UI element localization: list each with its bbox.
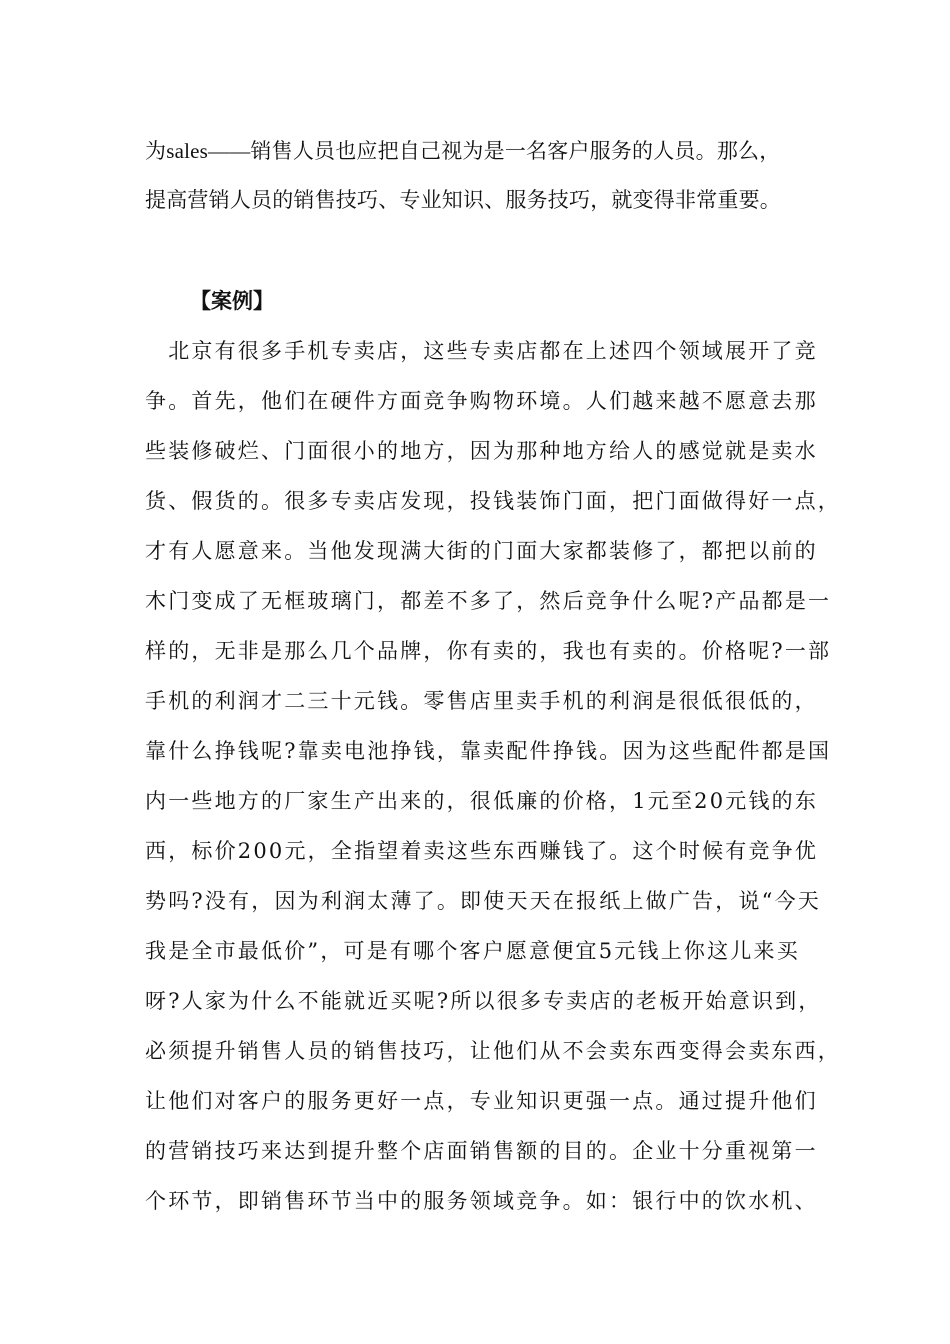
- case-line: 些装修破烂、门面很小的地方，因为那种地方给人的感觉就是卖水: [145, 439, 818, 463]
- case-line: 才有人愿意来。当他发现满大街的门面大家都装修了，都把以前的: [145, 539, 818, 563]
- case-line: 木门变成了无框玻璃门，都差不多了，然后竞争什么呢?产品都是一: [145, 589, 832, 613]
- case-line: 让他们对客户的服务更好一点，专业知识更强一点。通过提升他们: [145, 1089, 818, 1113]
- case-line: 内一些地方的厂家生产出来的，很低廉的价格，1元至20元钱的东: [145, 789, 819, 813]
- case-line: 势吗?没有，因为利润太薄了。即使天天在报纸上做广告，说“今天: [145, 889, 821, 913]
- case-line: 手机的利润才二三十元钱。零售店里卖手机的利润是很低很低的，: [145, 689, 818, 713]
- case-line: 必须提升销售人员的销售技巧，让他们从不会卖东西变得会卖东西，: [145, 1039, 841, 1063]
- case-line: 样的，无非是那么几个品牌，你有卖的，我也有卖的。价格呢?一部: [145, 639, 832, 663]
- case-line: 北京有很多手机专卖店，这些专卖店都在上述四个领域展开了竞: [145, 339, 818, 363]
- case-line: 的营销技巧来达到提升整个店面销售额的目的。企业十分重视第一: [145, 1139, 818, 1163]
- case-line: 货、假货的。很多专卖店发现，投钱装饰门面，把门面做得好一点，: [145, 489, 841, 513]
- case-line: 争。首先，他们在硬件方面竞争购物环境。人们越来越不愿意去那: [145, 389, 818, 413]
- intro-line-2: 提高营销人员的销售技巧、专业知识、服务技巧，就变得非常重要。: [145, 188, 781, 212]
- case-line: 我是全市最低价”，可是有哪个客户愿意便宜5元钱上你这儿来买: [145, 939, 800, 963]
- case-line: 靠什么挣钱呢?靠卖电池挣钱，靠卖配件挣钱。因为这些配件都是国: [145, 739, 832, 763]
- case-heading: 【案例】: [190, 289, 274, 313]
- case-line: 呀?人家为什么不能就近买呢?所以很多专卖店的老板开始意识到，: [145, 989, 822, 1013]
- intro-line-1: 为sales——销售人员也应把自己视为是一名客户服务的人员。那么，: [145, 139, 781, 163]
- case-line: 西，标价200元，全指望着卖这些东西赚钱了。这个时候有竞争优: [145, 839, 819, 863]
- case-line: 个环节，即销售环节当中的服务领域竞争。如：银行中的饮水机、: [145, 1189, 818, 1213]
